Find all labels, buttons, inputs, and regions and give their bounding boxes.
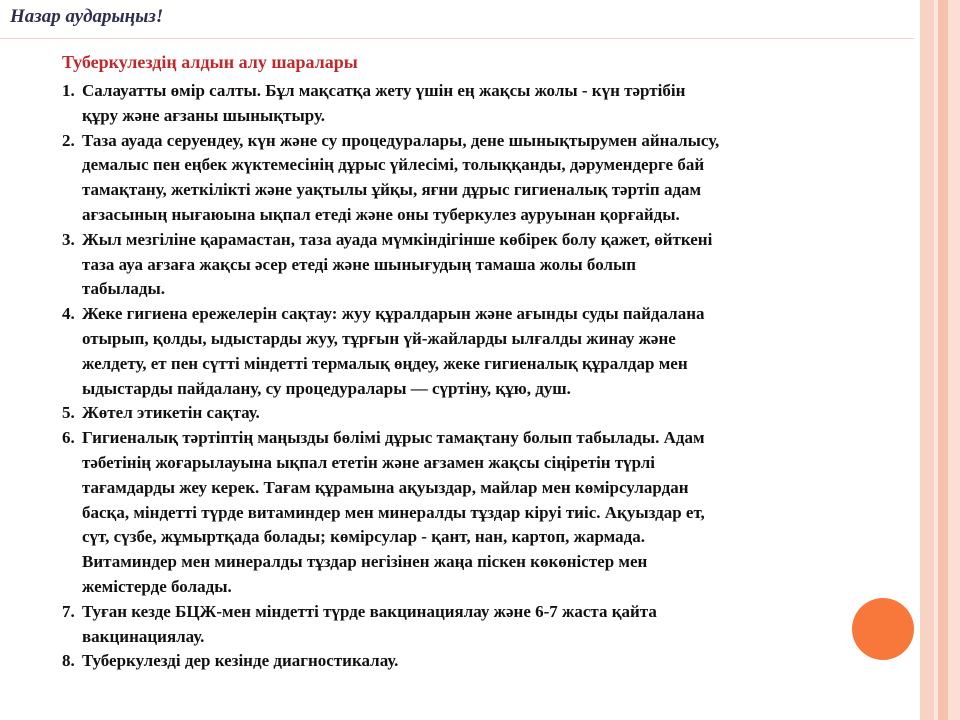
list-item-line: ағзасының нығаюына ықпал етеді және оны туберкулез ауруынан қорғайды. <box>82 204 680 224</box>
list-item-line: демалыс пен еңбек жүктемесінің дұрыс үйлесімі, толыққанды, дәрумендерге бай <box>82 155 705 175</box>
list-item-line: таза ауа ағзаға жақсы әсер етеді және шынығудың тамаша жолы болып <box>82 254 637 274</box>
list-item <box>62 600 892 650</box>
list-item <box>62 401 892 426</box>
list-item-line: Жөтел этикетін сақтау. <box>82 403 260 423</box>
list-item-line: Гигиеналық тәртіптің маңызды бөлімі дұрыс тамақтану болып табылады. Адам <box>82 428 705 448</box>
list-item-number: 5. <box>62 403 75 423</box>
list-item-line: Туған кезде БЦЖ-мен міндетті түрде вакцинациялау және 6-7 жаста қайта <box>82 601 657 621</box>
list-item-line: Жеке гигиена ережелерін сақтау: жуу құралдарын және ағынды суды пайдалана <box>82 304 705 324</box>
list-item <box>62 649 892 674</box>
border-stripe <box>920 0 934 720</box>
list-item-line: құру және ағзаны шынықтыру. <box>82 105 325 125</box>
list-item-text <box>82 600 892 650</box>
list-item-text <box>82 129 892 228</box>
list-item-line: Жыл мезгіліне қарамастан, таза ауада мүмкіндігінше көбірек болу қажет, өйткені <box>82 229 713 249</box>
list-item <box>62 228 892 302</box>
list-item-line: Туберкулезді дер кезінде диагностикалау. <box>82 651 399 671</box>
list-item-line: басқа, міндетті түрде витаминдер мен минералды тұздар кіруі тиіс. Ақуыздар ет, <box>82 502 705 522</box>
slide-title: Назар аударыңыз! <box>10 6 164 27</box>
list-item <box>62 426 892 600</box>
list-item-line: желдету, ет пен сүтті міндетті термалық өңдеу, жеке гигиеналық құралдар мен <box>82 353 688 373</box>
list-item <box>62 302 892 401</box>
list-item-line: ыдыстарды пайдалану, су процедуралары — сүртіну, құю, душ. <box>82 378 571 398</box>
list-item-text <box>82 228 892 302</box>
list-item <box>62 129 892 228</box>
list-item-number: 7. <box>62 601 75 621</box>
list-item-number: 2. <box>62 130 75 150</box>
list-item-number: 8. <box>62 651 75 671</box>
list-item-number: 1. <box>62 81 75 100</box>
list-item-number: 3. <box>62 229 75 249</box>
list-item-line: Таза ауада серуендеу, күн және су процедуралары, дене шынықтырумен айналысу, <box>82 130 720 150</box>
list-item-number: 6. <box>62 428 75 448</box>
list-item <box>62 79 892 129</box>
list-item-line: сүт, сүзбе, жұмыртқада болады; көмірсулар - қант, нан, картоп, жармада. <box>82 527 645 547</box>
list-item-line: отырып, қолды, ыдыстарды жуу, тұрғын үй-жайларды ылғалды жинау және <box>82 328 676 348</box>
list-item-text <box>82 426 892 600</box>
border-stripe <box>948 0 960 720</box>
list-item-line: тағамдарды жеу керек. Тағам құрамына ақуыздар, майлар мен көмірсулардан <box>82 477 689 497</box>
list-item-text <box>82 79 892 129</box>
list-item-line: Салауатты өмір салты. Бұл мақсатқа жету үшін ең жақсы жолы - күн тәртібін <box>82 81 686 100</box>
list-item-text <box>82 401 892 426</box>
list-item-text <box>82 302 892 401</box>
list-item-line: тәбетінің жоғарылауына ықпал ететін және ағзамен жақсы сіңіретін түрлі <box>82 452 655 472</box>
list-item-line: табылады. <box>82 279 165 299</box>
list-item-line: Витаминдер мен минералды тұздар негізінен жаңа піскен көкөністер мен <box>82 552 648 572</box>
prevention-list <box>62 79 892 674</box>
list-item-line: жемістерде болады. <box>82 576 232 596</box>
decorative-circle <box>852 598 914 660</box>
border-stripe <box>938 0 948 720</box>
list-item-number: 4. <box>62 304 75 324</box>
list-item-line: вакцинациялау. <box>82 626 205 646</box>
section-heading: Туберкулездің алдын алу шаралары <box>62 52 358 72</box>
list-item-line: тамақтану, жеткілікті және уақтылы ұйқы, яғни дұрыс гигиеналық тәртіп адам <box>82 180 702 200</box>
list-item-text <box>82 649 892 674</box>
title-divider <box>0 38 914 39</box>
